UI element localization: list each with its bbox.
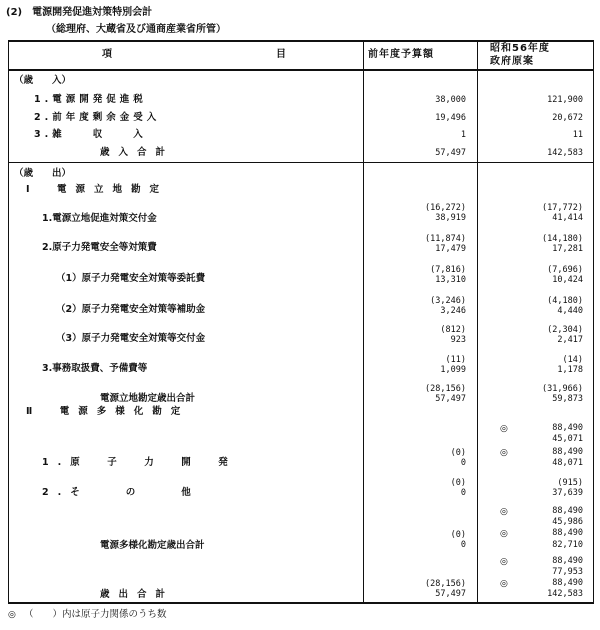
expenditure-row-plan-sub: (14) bbox=[562, 355, 583, 365]
expenditure-subrow-budget-sub: (3,246) bbox=[430, 296, 466, 306]
account2-row-budget-sub: (0) bbox=[450, 448, 466, 458]
expenditure-subrow-budget: 923 bbox=[450, 335, 466, 345]
revenue-row-label: 2.前年度剰余金受入 bbox=[34, 112, 161, 123]
grand-total-plan-a: 88,490 bbox=[552, 556, 583, 566]
expenditure-row-plan: 1,178 bbox=[557, 365, 583, 375]
account2-row-label: 2.そ の 他 bbox=[42, 487, 200, 498]
expenditure-header: （歳 出） bbox=[14, 168, 72, 179]
revenue-row-plan: 11 bbox=[572, 130, 583, 140]
expenditure-subrow-budget: 3,246 bbox=[440, 306, 466, 316]
header-bottom-border bbox=[8, 69, 594, 71]
account2-head-plan-a: 88,490 bbox=[552, 423, 583, 433]
expenditure-subrow-plan-sub: (4,180) bbox=[547, 296, 583, 306]
column-divider-2 bbox=[477, 40, 478, 603]
expenditure-row-budget: 17,479 bbox=[435, 244, 466, 254]
table-left-border bbox=[8, 40, 9, 603]
expenditure-row-label: 3.事務取扱費、予備費等 bbox=[42, 363, 148, 374]
revenue-header: （歳 入） bbox=[14, 75, 72, 86]
account2-head-plan-b: 45,071 bbox=[552, 434, 583, 444]
expenditure-row-plan: 17,281 bbox=[552, 244, 583, 254]
account2-total-plan-a: 88,490 bbox=[552, 506, 583, 516]
expenditure-row-plan-sub: (17,772) bbox=[542, 203, 583, 213]
account2-row-plan-sub: (915) bbox=[557, 478, 583, 488]
circled-mark-icon: ◎ bbox=[500, 557, 508, 567]
circled-mark-icon: ◎ bbox=[500, 507, 508, 517]
account2-row-label: 1.原 子 力 開 発 bbox=[42, 457, 237, 468]
expenditure-grand-total-label: 歳出合計 bbox=[100, 589, 175, 600]
expenditure-row-label: 2.原子力発電安全等対策費 bbox=[42, 242, 157, 253]
grand-total-plan: 142,583 bbox=[547, 589, 583, 599]
expenditure-row-plan-sub: (14,180) bbox=[542, 234, 583, 244]
circled-mark-icon: ◎ bbox=[500, 448, 508, 458]
expenditure-row-budget-sub: (16,272) bbox=[425, 203, 466, 213]
revenue-row-label: 1.電源開発促進税 bbox=[34, 94, 147, 105]
account2-total-plan-c: 88,490 bbox=[552, 528, 583, 538]
grand-total-budget: 57,497 bbox=[435, 589, 466, 599]
expenditure-subrow-plan: 10,424 bbox=[552, 275, 583, 285]
circled-mark-icon: ◎ bbox=[500, 529, 508, 539]
expenditure-row-budget-sub: (11,874) bbox=[425, 234, 466, 244]
revenue-bottom-border bbox=[8, 162, 594, 163]
account2-total-budget: 0 bbox=[460, 540, 466, 550]
expenditure-subrow-plan-sub: (2,304) bbox=[547, 325, 583, 335]
account1-total-budget-sub: (28,156) bbox=[425, 384, 466, 394]
expenditure-subrow-plan: 2,417 bbox=[557, 335, 583, 345]
revenue-total-plan: 142,583 bbox=[547, 148, 583, 158]
section-title: (2) 電源開発促進対策特別会計 bbox=[6, 7, 153, 18]
table-bottom-border bbox=[8, 602, 594, 604]
account2-header: Ⅱ 電源多様化勘定 bbox=[26, 406, 190, 417]
revenue-row-label: 3.雑 収 入 bbox=[34, 129, 147, 140]
expenditure-subrow-plan: 4,440 bbox=[557, 306, 583, 316]
section-subtitle: （総理府、大蔵省及び通商産業省所管） bbox=[46, 24, 226, 35]
revenue-total-budget: 57,497 bbox=[435, 148, 466, 158]
circled-mark-icon: ◎ bbox=[500, 424, 508, 434]
expenditure-subrow-label: （3）原子力発電安全対策等交付金 bbox=[56, 333, 206, 344]
expenditure-row-label: 1.電源立地促進対策交付金 bbox=[42, 213, 157, 224]
expenditure-subrow-budget-sub: (7,816) bbox=[430, 265, 466, 275]
revenue-row-budget: 38,000 bbox=[435, 95, 466, 105]
revenue-row-plan: 121,900 bbox=[547, 95, 583, 105]
column-header-item-suffix: 目 bbox=[276, 49, 287, 60]
account2-row-budget: 0 bbox=[460, 488, 466, 498]
revenue-row-budget: 1 bbox=[460, 130, 466, 140]
account2-total-plan: 82,710 bbox=[552, 540, 583, 550]
account2-row-plan-sub: 88,490 bbox=[552, 447, 583, 457]
revenue-row-budget: 19,496 bbox=[435, 113, 466, 123]
account2-total-plan-b: 45,986 bbox=[552, 517, 583, 527]
account2-total-budget-sub: (0) bbox=[450, 530, 466, 540]
account1-total-plan: 59,873 bbox=[552, 394, 583, 404]
footnote-mark-icon: ◎ bbox=[8, 610, 16, 620]
grand-total-budget-sub: (28,156) bbox=[425, 579, 466, 589]
account1-total-plan-sub: (31,966) bbox=[542, 384, 583, 394]
account1-header: Ⅰ 電源立地勘定 bbox=[26, 184, 169, 195]
column-header-plan-line2: 政府原案 bbox=[490, 56, 534, 67]
account2-row-budget-sub: (0) bbox=[450, 478, 466, 488]
column-header-plan-line1: 昭和56年度 bbox=[490, 43, 550, 54]
table-right-border bbox=[593, 40, 594, 603]
account2-row-plan: 37,639 bbox=[552, 488, 583, 498]
account1-total-budget: 57,497 bbox=[435, 394, 466, 404]
grand-total-plan-b: 77,953 bbox=[552, 567, 583, 577]
expenditure-row-plan: 41,414 bbox=[552, 213, 583, 223]
table-top-border bbox=[8, 40, 594, 42]
column-header-item: 項 bbox=[102, 49, 113, 60]
revenue-row-plan: 20,672 bbox=[552, 113, 583, 123]
account2-row-budget: 0 bbox=[460, 458, 466, 468]
expenditure-subrow-label: （2）原子力発電安全対策等補助金 bbox=[56, 304, 206, 315]
column-divider-1 bbox=[363, 40, 364, 603]
circled-mark-icon: ◎ bbox=[500, 579, 508, 589]
expenditure-row-budget-sub: (11) bbox=[445, 355, 466, 365]
expenditure-row-budget: 38,919 bbox=[435, 213, 466, 223]
revenue-total-label: 歳入合計 bbox=[100, 147, 175, 158]
account2-total-label: 電源多様化勘定歳出合計 bbox=[100, 540, 205, 551]
expenditure-subrow-budget-sub: (812) bbox=[440, 325, 466, 335]
expenditure-row-budget: 1,099 bbox=[440, 365, 466, 375]
grand-total-plan-c: 88,490 bbox=[552, 578, 583, 588]
footnote: （ ）内は原子力関係のうち数 bbox=[24, 609, 167, 620]
expenditure-subrow-plan-sub: (7,696) bbox=[547, 265, 583, 275]
account2-row-plan: 48,071 bbox=[552, 458, 583, 468]
expenditure-subrow-budget: 13,310 bbox=[435, 275, 466, 285]
account1-total-label: 電源立地勘定歳出合計 bbox=[100, 393, 196, 404]
expenditure-subrow-label: （1）原子力発電安全対策等委託費 bbox=[56, 273, 206, 284]
column-header-budget: 前年度予算額 bbox=[368, 49, 434, 60]
